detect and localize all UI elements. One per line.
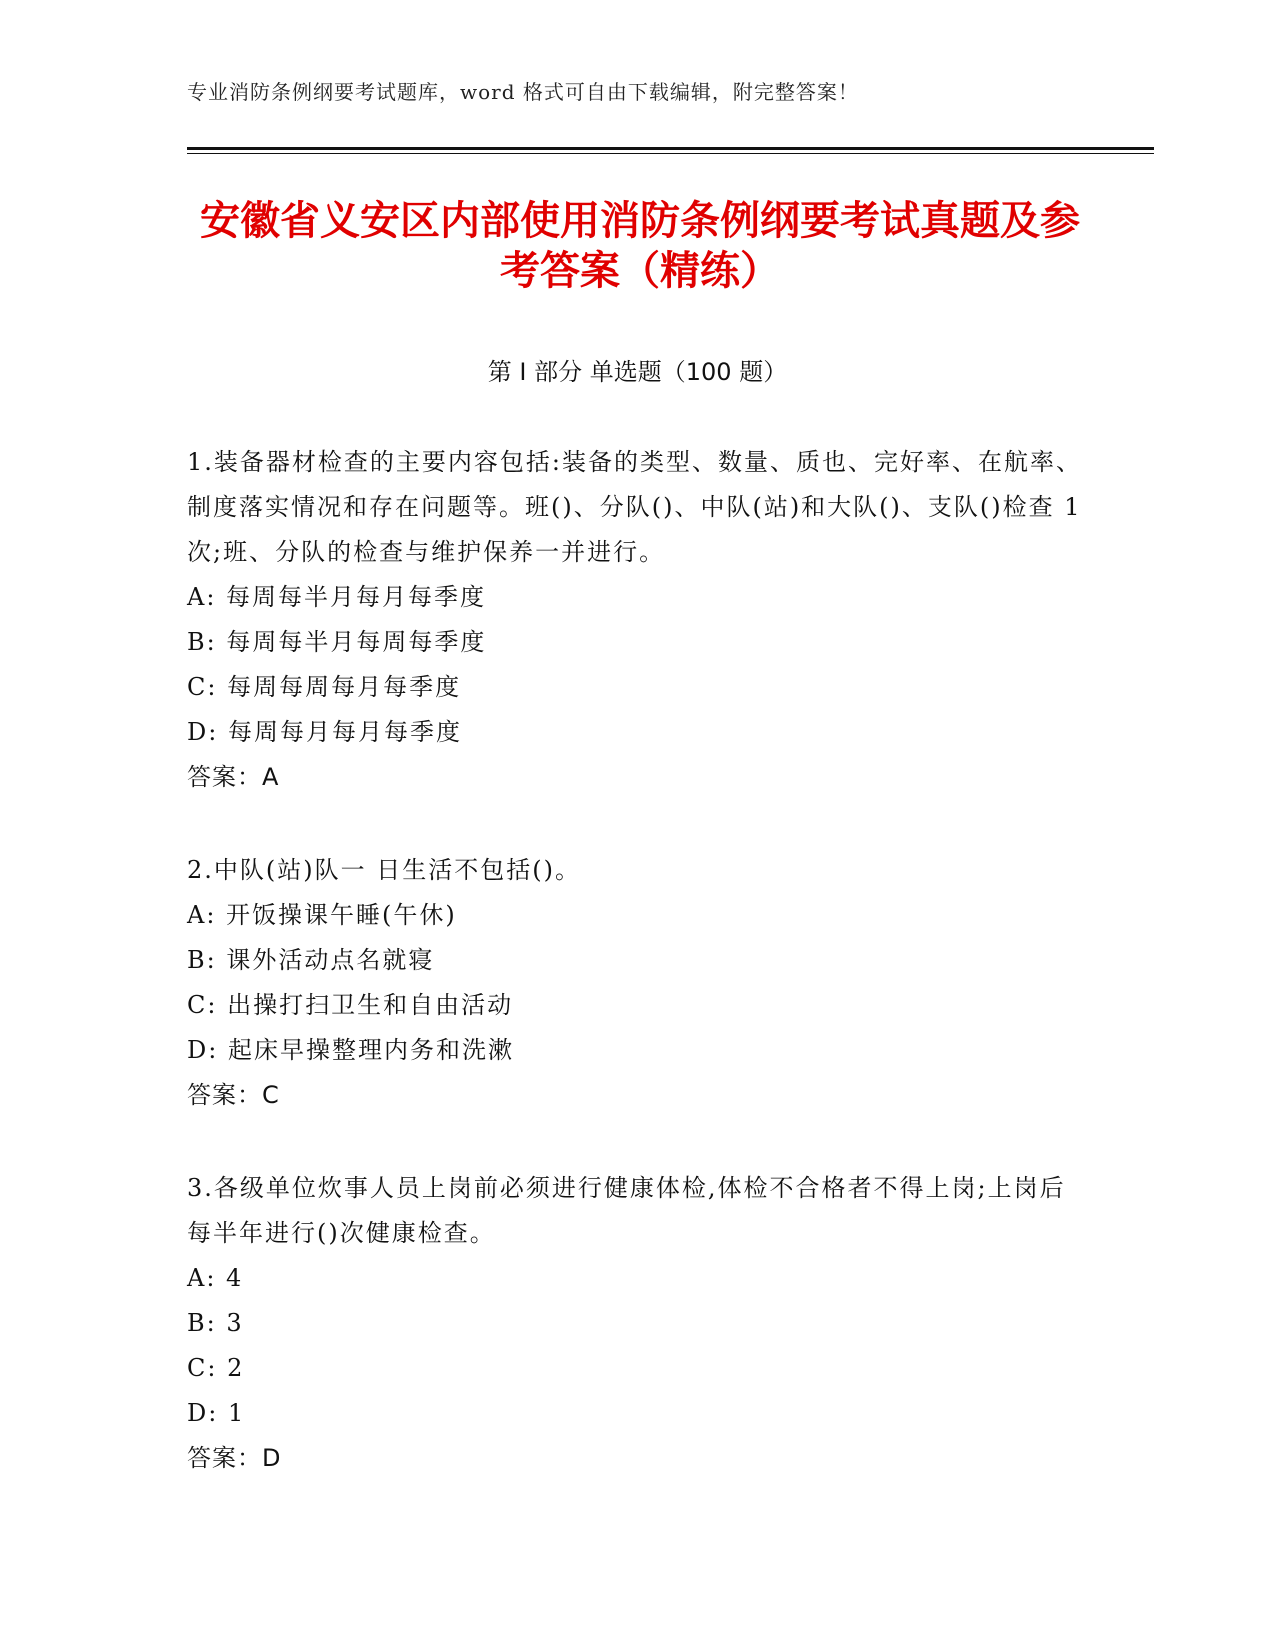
- question-stem: 3.各级单位炊事人员上岗前必须进行健康体检,体检不合格者不得上岗;上岗后每半年进行()次健康检查。: [187, 1174, 1066, 1247]
- answer: 答案：A: [187, 763, 280, 791]
- question-3: [187, 1166, 1087, 1481]
- option-d: D: 1: [187, 1399, 246, 1427]
- option-d: D: 每周每月每月每季度: [187, 718, 462, 746]
- header-rule-thick: [187, 147, 1154, 150]
- document-title: 安徽省义安区内部使用消防条例纲要考试真题及参考答案（精练）: [200, 198, 1080, 294]
- option-a: A: 每周每半月每月每季度: [187, 583, 487, 611]
- question-stem: 2.中队(站)队一 日生活不包括()。: [187, 856, 581, 884]
- option-b: B: 3: [187, 1309, 244, 1337]
- answer: 答案：C: [187, 1081, 280, 1109]
- option-c: C: 2: [187, 1354, 245, 1382]
- option-a: A: 4: [187, 1264, 244, 1292]
- option-c: C: 每周每周每月每季度: [187, 673, 462, 701]
- option-a: A: 开饭操课午睡(午休): [187, 901, 457, 929]
- section-title: 第 I 部分 单选题（100 题）: [487, 358, 788, 386]
- question-stem: 1.装备器材检查的主要内容包括:装备的类型、数量、质也、完好率、在航率、制度落实情况和存在问题等。班()、分队()、中队(站)和大队()、支队()检查 1 次;班、分队的检查与维护保养一并进行。: [187, 448, 1082, 566]
- header-note: 专业消防条例纲要考试题库，word 格式可自由下载编辑，附完整答案！: [187, 80, 859, 104]
- question-2: [187, 848, 1087, 1118]
- answer: 答案：D: [187, 1444, 282, 1472]
- option-b: B: 课外活动点名就寝: [187, 946, 435, 974]
- header-rule-thin: [187, 153, 1154, 154]
- option-d: D: 起床早操整理内务和洗漱: [187, 1036, 514, 1064]
- question-1: [187, 440, 1087, 800]
- option-b: B: 每周每半月每周每季度: [187, 628, 487, 656]
- option-c: C: 出操打扫卫生和自由活动: [187, 991, 514, 1019]
